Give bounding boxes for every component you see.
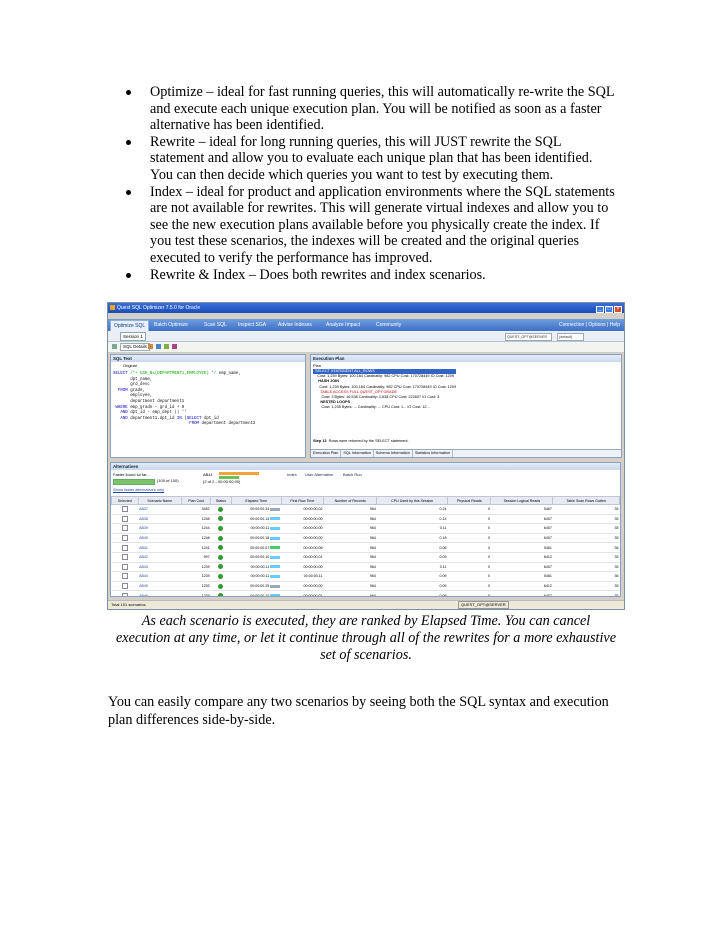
plan-row[interactable]: HASH JOIN — [318, 379, 339, 384]
plan-cost: 1248 — [182, 533, 211, 543]
window-title: Quest SQL Optimizer 7.5.0 for Oracle — [117, 305, 201, 311]
row-checkbox[interactable] — [112, 524, 139, 534]
table-row[interactable] — [112, 543, 620, 553]
row-checkbox[interactable] — [112, 514, 139, 524]
plan-cost: 1241 — [182, 543, 211, 553]
number-of-records: 964 — [323, 572, 376, 582]
cpu-used: 0.09 — [377, 572, 448, 582]
logical-reads: 5461 — [491, 572, 553, 582]
first-row-time: 00:00:00.02 — [281, 505, 323, 515]
table-scan-rows: 35 — [553, 581, 620, 591]
plan-cost: 1248 — [182, 514, 211, 524]
tab-batch-optimize[interactable]: Batch Optimize — [154, 322, 188, 328]
alternatives-header: Alternatives — [111, 463, 620, 470]
app-icon — [110, 305, 115, 310]
sql-text-header: SQL Text — [111, 355, 305, 362]
original-label: Original — [123, 363, 137, 368]
scenario-name[interactable]: AB40 — [138, 533, 181, 543]
plan-cost: 1253 — [182, 581, 211, 591]
number-of-records: 964 — [323, 591, 376, 597]
status-ok-icon — [211, 581, 232, 591]
first-row-time: 00:00:00.00 — [281, 581, 323, 591]
first-row-time: 00:00:00.00 — [281, 562, 323, 572]
plan-row[interactable]: Cost: 1,235 Bytes: ... Cardinality: ... CPU Cost: 1... IO Cost: 12... — [321, 405, 430, 410]
tab-optimize-sql[interactable]: Optimize SQL — [110, 320, 149, 332]
app-screenshot — [107, 302, 625, 610]
first-row-time: 00:00:00.01 — [281, 552, 323, 562]
progress-count: (100 of 100) — [157, 478, 179, 483]
physical-reads: 0 — [448, 514, 491, 524]
elapsed-time: 00:00:00.11 — [231, 572, 281, 582]
alternatives-table — [111, 496, 620, 597]
cpu-used: 0.24 — [377, 505, 448, 515]
status-bar — [108, 600, 624, 609]
sql-toolbar — [108, 342, 624, 353]
bullet-optimize: Optimize – ideal for fast running queries, this will automatically re-write the SQL and execute each unique execution plan. You will be notified as soon as a faster alternative has been identified. — [122, 84, 632, 134]
cpu-used: 0.09 — [377, 591, 448, 597]
bullet-dot — [126, 273, 131, 278]
column-header[interactable]: Physical Reads — [448, 497, 491, 505]
user-alternative-button[interactable]: User Alternative — [305, 472, 334, 477]
plan-cost: 1239 — [182, 572, 211, 582]
plan-subtabs — [311, 449, 621, 457]
physical-reads: 0 — [448, 552, 491, 562]
scenario-name[interactable]: AB43 — [138, 562, 181, 572]
column-header[interactable]: Session Logical Reads — [491, 497, 553, 505]
plan-row[interactable]: TABLE ACCESS FULL QUEST_OPT.GRADE — [320, 389, 397, 394]
column-header[interactable]: Plan Cost — [182, 497, 211, 505]
physical-reads: 0 — [448, 533, 491, 543]
bullet-index: Index – ideal for product and application environments where the SQL statements are not available for rewrites. This will generate virtual indexes and allow you to see the new execution plans available before you physically create the index. If you test these scenarios, the indexes will be created and the original queries executed to verify the performance has improved. — [122, 184, 632, 267]
logical-reads: 6412 — [491, 581, 553, 591]
bullet-dot — [126, 90, 131, 95]
column-header[interactable]: Number of Records — [323, 497, 376, 505]
table-row[interactable] — [112, 552, 620, 562]
table-scan-rows: 36 — [553, 572, 620, 582]
table-scan-rows: 35 — [553, 562, 620, 572]
table-scan-rows: 35 — [553, 505, 620, 515]
physical-reads: 0 — [448, 572, 491, 582]
status-ok-icon — [211, 591, 232, 597]
plan-cost: 1239 — [182, 591, 211, 597]
toolbar-icon[interactable] — [172, 344, 177, 349]
number-of-records: 964 — [323, 524, 376, 534]
execution-plan-header: Execution Plan — [311, 355, 621, 362]
number-of-records: 964 — [323, 505, 376, 515]
scenario-name[interactable]: AB39 — [138, 524, 181, 534]
row-checkbox[interactable] — [112, 591, 139, 597]
logical-reads: 6412 — [491, 552, 553, 562]
column-header[interactable]: CPU Used by this Session — [377, 497, 448, 505]
logical-reads: 5461 — [491, 543, 553, 553]
number-of-records: 964 — [323, 581, 376, 591]
main-tabbar — [108, 319, 624, 331]
tab-analyze-impact[interactable]: Analyze Impact — [326, 322, 361, 328]
session-toolbar — [108, 331, 624, 342]
row-checkbox[interactable] — [112, 552, 139, 562]
elapsed-time: 00:00:00.07 — [231, 543, 281, 553]
first-row-time: 00:00:00.00 — [281, 524, 323, 534]
number-of-records: 964 — [323, 533, 376, 543]
subtab-sql-information[interactable]: SQL Information — [341, 450, 374, 457]
scenario-name[interactable]: AB41 — [138, 543, 181, 553]
logical-reads: 6407 — [491, 562, 553, 572]
number-of-records: 964 — [323, 562, 376, 572]
maximize-button[interactable]: □ — [605, 306, 613, 313]
logical-reads: 6407 — [491, 533, 553, 543]
alternatives-panel — [110, 462, 621, 597]
column-header[interactable]: Selected — [112, 497, 139, 505]
physical-reads: 0 — [448, 591, 491, 597]
sql-code: SELECT /*+ USE_NL(DEPARTMENT1,EMPLOYEE) */ emp_name, dpt_name, grd_desc FROM grade, employee, department department1 WHERE emp_grade - grd_id + 0 AND dpt_id - emp_dept || '' AND department1.dpt_id IN (SELECT dpt_id FROM department department2 — [113, 372, 256, 427]
cpu-used: 0.18 — [377, 533, 448, 543]
table-row[interactable] — [112, 505, 620, 515]
physical-reads: 0 — [448, 505, 491, 515]
bullet-list — [122, 84, 632, 283]
number-of-records: 964 — [323, 543, 376, 553]
bullet-rewrite-index: Rewrite & Index – Does both rewrites and index scenarios. — [122, 267, 632, 284]
cpu-used: 0.11 — [377, 524, 448, 534]
session-tab[interactable]: Session 1 — [120, 332, 146, 341]
execution-plan-panel — [310, 354, 622, 458]
table-row[interactable] — [112, 524, 620, 534]
cpu-used: 0.09 — [377, 552, 448, 562]
first-row-time: 00:00:00.11 — [281, 572, 323, 582]
tab-inspect-sga[interactable]: Inspect SGA — [238, 322, 267, 328]
plan-row[interactable]: SELECT STATEMENT ALL_ROWS — [313, 369, 456, 374]
elapsed-time: 00:00:00.10 — [231, 591, 281, 597]
first-row-time: 00:00:00.06 — [281, 543, 323, 553]
row-checkbox[interactable] — [112, 533, 139, 543]
subtab-schema-information[interactable]: Schema Information — [374, 450, 413, 457]
close-button[interactable]: × — [614, 306, 622, 313]
status-ok-icon — [211, 572, 232, 582]
tab-scan-sql[interactable]: Scan SQL — [204, 322, 227, 328]
alt-progress: (2 of 2 - 00:00:00.00) — [203, 479, 241, 484]
elapsed-time: 00:00:00.34 — [231, 505, 281, 515]
table-scan-rows: 35 — [553, 524, 620, 534]
best-scenario-label: AB41 — [203, 472, 213, 477]
step-info: Step 13 Rows were returned by the SELECT statement. — [313, 439, 409, 443]
table-row[interactable] — [112, 591, 620, 597]
table-scan-rows: 35 — [553, 514, 620, 524]
status-ok-icon — [211, 543, 232, 553]
physical-reads: 0 — [448, 543, 491, 553]
cpu-used: 0.14 — [377, 514, 448, 524]
scenario-name[interactable]: AB38 — [138, 514, 181, 524]
toolbar-icon[interactable] — [156, 344, 161, 349]
figure-caption: As each scenario is executed, they are ranked by Elapsed Time. You can cancel execution at any time, or let it continue through all of the rewrites for a more exhaustive set of scenarios. — [115, 613, 616, 664]
cpu-used: 0.09 — [377, 581, 448, 591]
plan-row[interactable]: Cost: 1,239 Bytes: 100,164 Cardinality: 982 CPU Cost: 170728449 IO Cost: 1209 — [319, 384, 457, 389]
elapsed-time: 00:00:00.11 — [231, 562, 281, 572]
table-row[interactable] — [112, 581, 620, 591]
bullet-rewrite: Rewrite – ideal for long running queries, this will JUST rewrite the SQL statement and allow you to evaluate each unique plan that has been identified. You can then decide which queries you want to test by executing them. — [122, 134, 632, 184]
bullet-dot — [126, 190, 131, 195]
scenario-name[interactable]: AB37 — [138, 505, 181, 515]
table-scan-rows: 35 — [553, 533, 620, 543]
row-checkbox[interactable] — [112, 562, 139, 572]
quick-links[interactable]: Connection | Options | Help — [559, 322, 620, 328]
cpu-used: 0.11 — [377, 562, 448, 572]
row-checkbox[interactable] — [112, 543, 139, 553]
index-button[interactable]: Index — [287, 472, 297, 477]
first-row-time: 00:00:00.00 — [281, 514, 323, 524]
column-header[interactable]: Table Scan Rows Gotten — [553, 497, 620, 505]
toolbar-icon[interactable] — [148, 344, 153, 349]
number-of-records: 964 — [323, 514, 376, 524]
plan-row[interactable]: Cost: 3 Bytes: 16,538 Cardinality: 1,638 CPU Cost: 222607 IO Cost: 3 — [321, 395, 440, 400]
row-checkbox[interactable] — [112, 572, 139, 582]
physical-reads: 0 — [448, 524, 491, 534]
sql-text-panel — [110, 354, 306, 458]
table-row[interactable] — [112, 572, 620, 582]
scenario-name[interactable]: AB46 — [138, 591, 181, 597]
faster-progress-bar — [113, 479, 155, 485]
plan-cost: 1244 — [182, 524, 211, 534]
column-header[interactable]: Scenario Name — [138, 497, 181, 505]
plan-cost: 997 — [182, 552, 211, 562]
elapsed-time: 00:00:00.25 — [231, 581, 281, 591]
batch-run-button[interactable]: Batch Run — [343, 472, 362, 477]
bullet-dot — [126, 140, 131, 145]
elapsed-time: 00:00:00.18 — [231, 533, 281, 543]
logical-reads: 6407 — [491, 524, 553, 534]
logical-reads: 6407 — [491, 514, 553, 524]
number-of-records: 964 — [323, 552, 376, 562]
scenario-name[interactable]: AB45 — [138, 581, 181, 591]
sql-details-tab[interactable]: SQL Details — [120, 343, 150, 351]
status-text: Total 151 scenarios. — [111, 602, 147, 607]
plan-cost: 3452 — [182, 505, 211, 515]
column-header[interactable]: Elapsed Time — [231, 497, 281, 505]
status-ok-icon — [211, 505, 232, 515]
logical-reads: 6407 — [491, 591, 553, 597]
physical-reads: 0 — [448, 562, 491, 572]
tab-advise-indexes[interactable]: Advise Indexes — [278, 322, 312, 328]
faster-found-label: Faster found so far... — [113, 472, 150, 477]
table-row[interactable] — [112, 562, 620, 572]
toolbar-icon[interactable] — [112, 344, 117, 349]
table-row[interactable] — [112, 533, 620, 543]
connection-combo[interactable]: QUEST_OPT@SERVER — [505, 333, 552, 341]
plan-tree — [313, 369, 456, 411]
tab-community[interactable]: Community — [376, 322, 402, 328]
plan-row[interactable]: NESTED LOOPS — [320, 400, 351, 405]
status-ok-icon — [211, 514, 232, 524]
column-header[interactable]: First Row Time — [281, 497, 323, 505]
toolbar-icon[interactable] — [164, 344, 169, 349]
window-titlebar — [108, 303, 624, 313]
body-paragraph: You can easily compare any two scenarios by seeing both the SQL syntax and execution plan differences side-by-side. — [108, 694, 609, 728]
plan-label: Plan — [313, 363, 322, 368]
first-row-time: 00:00:00.00 — [281, 533, 323, 543]
elapsed-time: 00:00:00.10 — [231, 552, 281, 562]
physical-reads: 0 — [448, 581, 491, 591]
status-ok-icon — [211, 533, 232, 543]
show-faster-link[interactable]: Show faster alternatives only — [113, 487, 165, 492]
elapsed-time: 00:00:00.11 — [231, 524, 281, 534]
subtab-execution-plan[interactable]: Execution Plan — [311, 450, 341, 457]
first-row-time: 00:00:00.01 — [281, 591, 323, 597]
table-scan-rows: 35 — [553, 591, 620, 597]
row-checkbox[interactable] — [112, 505, 139, 515]
default-combo[interactable]: (default) — [557, 333, 584, 341]
best-bar — [219, 472, 259, 475]
logical-reads: 5467 — [491, 505, 553, 515]
status-ok-icon — [211, 552, 232, 562]
plan-row[interactable]: Cost: 1,239 Bytes: 100,164 Cardinality: 982 CPU Cost: 170728449 IO Cost: 1209 — [317, 374, 455, 379]
minimize-button[interactable]: _ — [596, 306, 604, 313]
column-header[interactable]: Status — [211, 497, 232, 505]
elapsed-time: 00:00:00.14 — [231, 514, 281, 524]
table-scan-rows: 35 — [553, 552, 620, 562]
row-checkbox[interactable] — [112, 581, 139, 591]
plan-cost: 1239 — [182, 562, 211, 572]
cpu-used: 0.06 — [377, 543, 448, 553]
table-scan-rows: 36 — [553, 543, 620, 553]
status-connection: QUEST_OPT@SERVER — [458, 601, 509, 609]
status-ok-icon — [211, 562, 232, 572]
table-row[interactable] — [112, 514, 620, 524]
status-ok-icon — [211, 524, 232, 534]
scenario-name[interactable]: AB42 — [138, 552, 181, 562]
scenario-name[interactable]: AB44 — [138, 572, 181, 582]
subtab-statistics-information[interactable]: Statistics Information — [413, 450, 453, 457]
